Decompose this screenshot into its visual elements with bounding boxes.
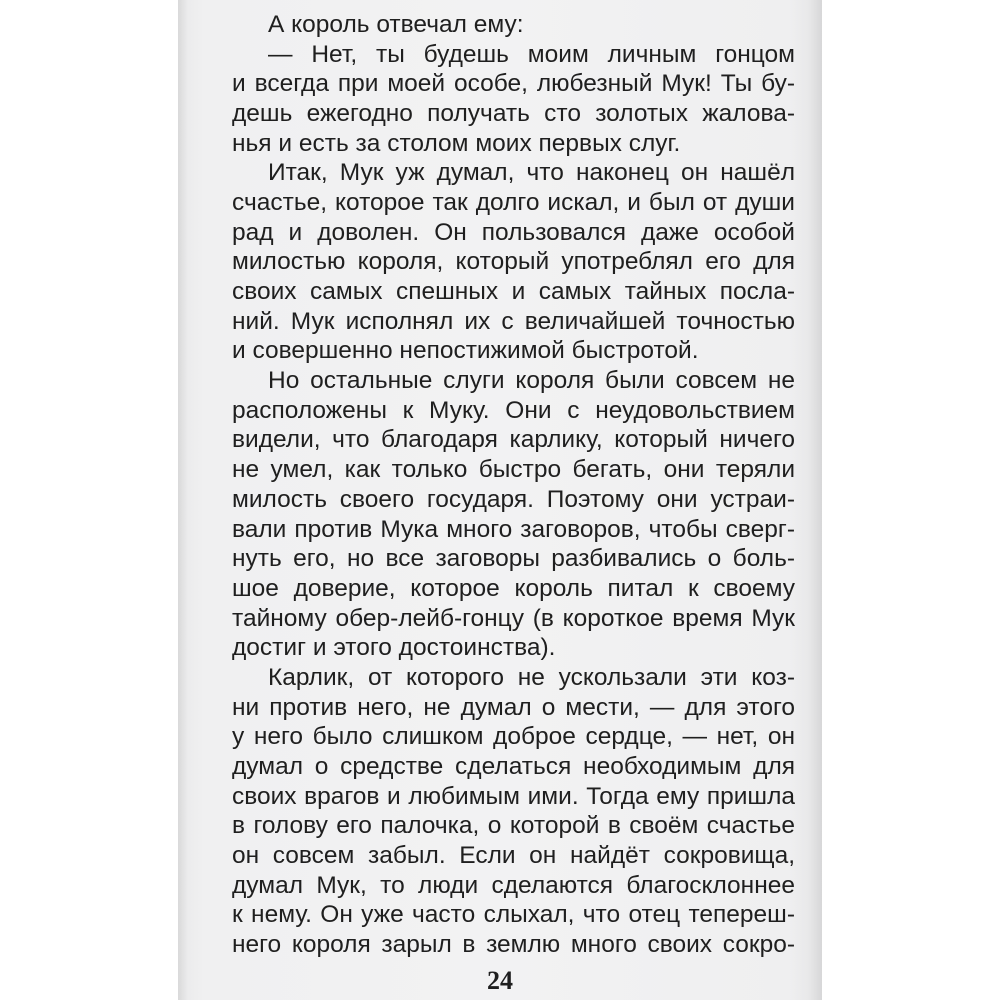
text-line: думал Мук, то люди сделаются благосклоннее bbox=[232, 871, 795, 899]
text-line: своих врагов и любимым ими. Тогда ему пришла bbox=[232, 782, 795, 810]
text-line: нуть его, но все заговоры разбивались о боль- bbox=[232, 545, 795, 573]
text-line: к нему. Он уже часто слыхал, что отец тепереш- bbox=[232, 901, 795, 929]
text-line: А король отвечал ему: bbox=[268, 11, 524, 38]
text-line: Но остальные слуги короля были совсем не bbox=[268, 367, 795, 395]
text-line: тайному обер-лейб-гонцу (в короткое время Мук bbox=[232, 604, 795, 632]
text-line: рад и доволен. Он пользовался даже особой bbox=[232, 218, 795, 246]
text-line: дешь ежегодно получать сто золотых жалова- bbox=[232, 100, 795, 128]
text-line: видели, что благодаря карлику, который ничего bbox=[232, 426, 795, 454]
text-line: ни против него, не думал о мести, — для этого bbox=[232, 693, 795, 721]
page-shadow-left bbox=[178, 0, 188, 1000]
text-line: расположены к Муку. Они с неудовольствием bbox=[232, 396, 795, 424]
text-line: в голову его палочка, о которой в своём счастье bbox=[232, 812, 795, 840]
text-line: милостью короля, который употреблял его для bbox=[232, 248, 795, 276]
text-line: — Нет, ты будешь моим личным гонцом bbox=[268, 40, 795, 68]
text-line: вали против Мука много заговоров, чтобы сверг- bbox=[232, 515, 795, 543]
text-line: него короля зарыл в землю много своих сокро- bbox=[232, 931, 795, 958]
text-line: думал о средстве сделаться необходимым для bbox=[232, 752, 795, 780]
text-line: у него было слишком доброе сердце, — нет, он bbox=[232, 723, 795, 751]
text-line: милость своего государя. Поэтому они устраи- bbox=[232, 485, 795, 513]
text-line: достиг и этого достоинства). bbox=[232, 634, 556, 662]
text-line: он совсем забыл. Если он найдёт сокровища, bbox=[232, 841, 795, 869]
text-line: счастье, которое так долго искал, и был от души bbox=[232, 189, 795, 217]
text-line: и совершенно непостижимой быстротой. bbox=[232, 337, 699, 365]
page-number: 24 bbox=[487, 966, 513, 995]
text-line: и всегда при моей особе, любезный Мук! Ты бу- bbox=[232, 70, 795, 98]
text-line: Карлик, от которого не ускользали эти коз- bbox=[268, 663, 795, 691]
text-line: нья и есть за столом моих первых слуг. bbox=[232, 129, 681, 157]
text-line: Итак, Мук уж думал, что наконец он нашёл bbox=[268, 159, 795, 187]
text-line: не умел, как только быстро бегать, они теряли bbox=[232, 456, 795, 484]
text-line: ний. Мук исполнял их с величайшей точностью bbox=[232, 307, 795, 335]
page-shadow-right bbox=[808, 0, 822, 1000]
text-line: своих самых спешных и самых тайных посла- bbox=[232, 278, 795, 306]
text-line: шое доверие, которое король питал к своему bbox=[232, 574, 795, 602]
